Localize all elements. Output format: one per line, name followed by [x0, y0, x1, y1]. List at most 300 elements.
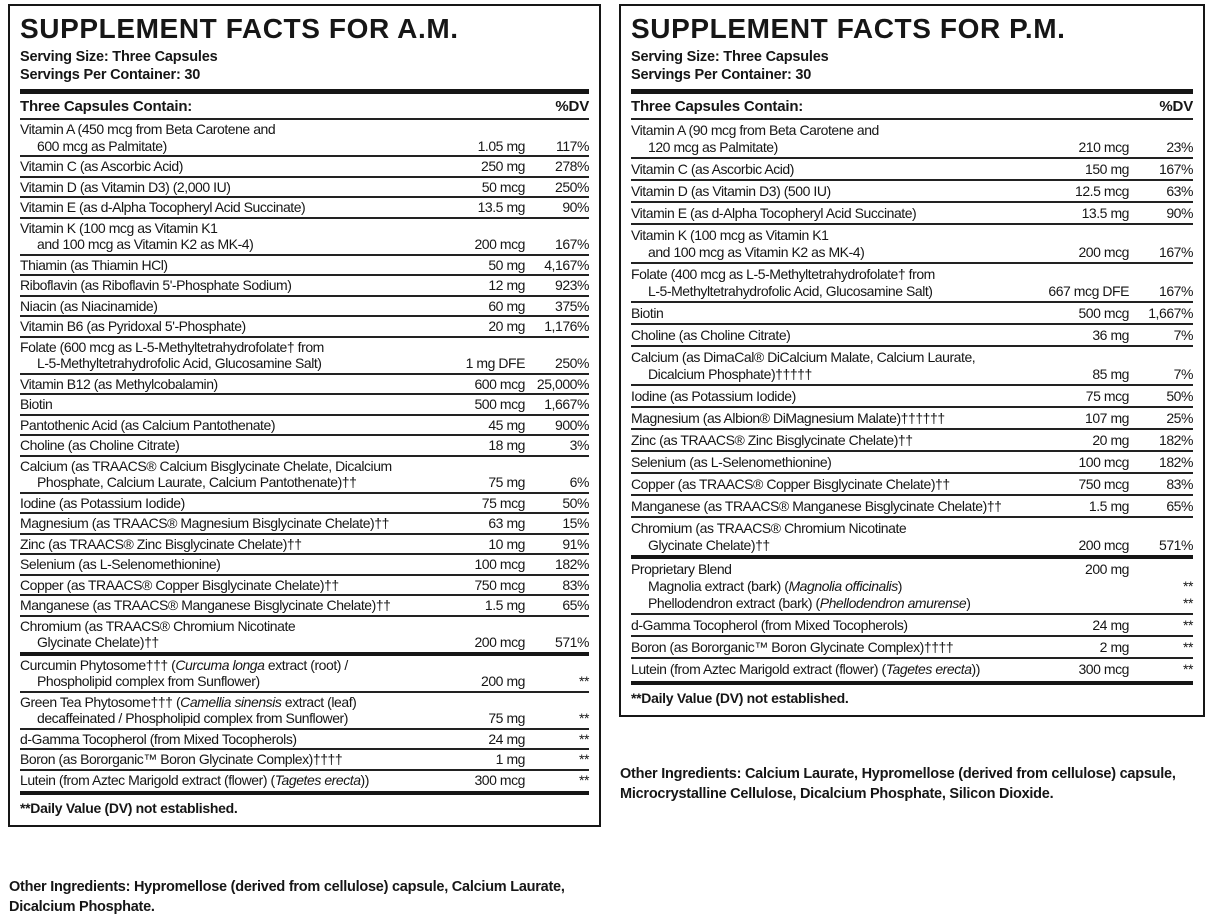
ingredient-dv: 1,176%: [544, 318, 589, 334]
ingredient-dv: **: [1183, 594, 1193, 611]
ingredient-row: [20, 157, 589, 176]
ingredient-dv: **: [1183, 616, 1193, 633]
ingredient-line: [631, 366, 1193, 383]
ingredient-dv: 6%: [569, 474, 589, 490]
ingredient-name-text: Vitamin C (as Ascorbic Acid): [20, 158, 183, 174]
ingredient-name: [20, 220, 429, 237]
ingredient-name-text: Vitamin K (100 mcg as Vitamin K1: [631, 226, 829, 243]
ingredient-dv: 65%: [1166, 497, 1193, 514]
serving-size-am: Serving Size: Three Capsules: [20, 49, 218, 65]
ingredient-name-text: Glycinate Chelate)††: [37, 634, 159, 650]
ingredient-dv: 167%: [1158, 160, 1193, 177]
ingredient-amount: 60 mg: [488, 297, 525, 314]
ingredient-row: [20, 514, 589, 533]
ingredient-dv: 1,667%: [1148, 304, 1193, 321]
ingredient-dv: 25,000%: [536, 375, 589, 392]
ingredient-row: [20, 198, 589, 217]
ingredient-name: [631, 205, 1033, 222]
ingredient-name: [20, 298, 429, 315]
ingredient-line: [631, 305, 1193, 322]
ingredient-name: [20, 199, 429, 216]
ingredient-dv: 923%: [554, 277, 589, 293]
ingredient-line: [20, 634, 589, 651]
ingredient-dv: **: [579, 673, 589, 689]
ingredient-amount: 1.5 mg: [484, 597, 525, 613]
ingredient-name: [20, 318, 429, 335]
ingredient-row: [631, 408, 1193, 428]
ingredient-name-text: Manganese (as TRAACS® Manganese Bisglycinate Chelate)††: [631, 497, 1002, 514]
ingredient-amount: 20 mg: [1092, 431, 1129, 448]
ingredient-amount: 1 mg: [495, 751, 525, 767]
ingredient-dv: 90%: [562, 199, 589, 215]
ingredient-line: [631, 454, 1193, 471]
botanical-name: Tagetes erecta: [274, 771, 361, 788]
ingredient-line: [20, 731, 589, 748]
ingredient-row: [631, 430, 1193, 450]
botanical-name: Camellia sinensis: [180, 693, 282, 710]
ingredient-line: [631, 410, 1193, 427]
ingredient-name: [631, 283, 1033, 300]
ingredient-name-text: Niacin (as Niacinamide): [20, 297, 158, 314]
ingredient-dv: 167%: [554, 236, 589, 252]
ingredient-row: [631, 615, 1193, 635]
ingredient-name-text: Vitamin A (90 mcg from Beta Carotene and: [631, 121, 879, 138]
ingredient-name: [20, 731, 429, 748]
ingredient-amount: 210 mcg: [1078, 138, 1129, 155]
ingredient-amount: 300 mcg: [474, 771, 525, 788]
ingredient-name-text: Copper (as TRAACS® Copper Bisglycinate Chelate)††: [631, 475, 950, 492]
ingredient-name-text: Chromium (as TRAACS® Chromium Nicotinate: [20, 617, 296, 634]
ingredient-line: [631, 244, 1193, 261]
ingredient-name: [631, 617, 1033, 634]
ingredient-name: [631, 227, 1033, 244]
ingredient-name-text: Folate (400 mcg as L-5-Methyltetrahydrofolate† from: [631, 265, 935, 282]
ingredient-name-text: Proprietary Blend: [631, 560, 732, 577]
ingredient-name: [20, 495, 429, 512]
ingredient-amount: 13.5 mg: [1081, 204, 1129, 221]
ingredient-line: [20, 556, 589, 573]
other-ingredients-pm: Other Ingredients: Calcium Laurate, Hypromellose (derived from cellulose) capsule, Microcrystalline Cellulose, Dicalcium Phosphate, Silicon Dioxide.: [620, 766, 1176, 802]
ingredient-amount: 75 mg: [488, 710, 525, 726]
ingredient-row: [20, 178, 589, 197]
dv-header-label: %DV: [555, 98, 589, 115]
ingredient-dv: 250%: [554, 355, 589, 371]
ingredient-line: [20, 495, 589, 512]
ingredient-name: [20, 657, 429, 674]
ingredient-line: [20, 458, 589, 475]
ingredient-row: [20, 436, 589, 455]
ingredient-amount: 600 mcg: [474, 375, 525, 392]
ingredient-row: [20, 256, 589, 275]
ingredient-name-text: Chromium (as TRAACS® Chromium Nicotinate: [631, 519, 907, 536]
ingredient-line: [631, 327, 1193, 344]
ingredient-dv: 50%: [562, 494, 589, 511]
serving-size-pm: Serving Size: Three Capsules: [631, 49, 829, 65]
ingredient-name-text: Phospholipid complex from Sunflower): [37, 673, 260, 689]
ingredient-name-text: Lutein (from Aztec Marigold extract (flower) (: [20, 771, 275, 788]
ingredient-amount: 18 mg: [488, 437, 525, 453]
ingredient-name: [631, 537, 1033, 554]
ingredient-amount: 1 mg DFE: [465, 355, 525, 371]
botanical-name: Tagetes erecta: [885, 660, 972, 677]
ingredient-name-text: Folate (600 mcg as L-5-Methyltetrahydrofolate† from: [20, 338, 324, 355]
ingredient-name: [20, 618, 429, 635]
panel-title-pm: SUPPLEMENT FACTS FOR P.M.: [631, 13, 1066, 44]
ingredient-amount: 13.5 mg: [477, 199, 525, 215]
ingredient-name-text: Vitamin A (450 mcg from Beta Carotene and: [20, 121, 276, 137]
ingredient-name-text: 600 mcg as Palmitate): [37, 137, 167, 154]
ingredient-name: [20, 556, 429, 573]
ingredient-dv: 182%: [1158, 431, 1193, 448]
ingredient-name: [631, 454, 1033, 471]
ingredient-line: [20, 257, 589, 274]
ingredient-name-text: Vitamin D (as Vitamin D3) (500 IU): [631, 182, 831, 199]
ingredient-amount: 10 mg: [488, 535, 525, 552]
ingredient-line: [631, 578, 1193, 595]
ingredient-row: [631, 659, 1193, 679]
ingredient-row: [631, 303, 1193, 323]
ingredient-row: [20, 617, 589, 652]
ingredient-line: [20, 694, 589, 711]
ingredient-line: [20, 236, 589, 253]
ingredient-amount: 63 mg: [488, 515, 525, 531]
ingredient-dv: 7%: [1173, 365, 1193, 382]
botanical-name: Phellodendron amurense: [819, 594, 967, 611]
ingredient-name-text: Curcumin Phytosome††† (: [20, 656, 176, 673]
ingredient-dv: 83%: [562, 576, 589, 593]
ingredient-name-text: Phellodendron extract (bark) (: [648, 594, 820, 611]
ingredient-line: [631, 537, 1193, 554]
ingredient-line: [20, 751, 589, 768]
ingredient-dv: 250%: [554, 178, 589, 195]
ingredient-name: [631, 661, 1033, 678]
ingredient-name: [20, 339, 429, 356]
ingredient-amount: 36 mg: [1092, 326, 1129, 343]
ingredient-name-text: decaffeinated / Phospholipid complex from Sunflower): [37, 710, 348, 726]
ingredient-amount: 750 mcg: [1078, 475, 1129, 492]
ingredient-line: [20, 220, 589, 237]
ingredient-amount: 200 mcg: [474, 236, 525, 252]
panel-title-am: SUPPLEMENT FACTS FOR A.M.: [20, 13, 459, 44]
ingredient-line: [631, 498, 1193, 515]
ingredient-line: [20, 474, 589, 491]
ingredient-name: [20, 437, 429, 454]
ingredient-row: [631, 474, 1193, 494]
ingredient-name-text: Riboflavin (as Riboflavin 5'-Phosphate Sodium): [20, 277, 292, 293]
ingredient-name: [20, 158, 429, 175]
ingredient-name: [20, 597, 429, 614]
ingredient-name-text: Vitamin D (as Vitamin D3) (2,000 IU): [20, 178, 231, 195]
ingredient-name-text: Vitamin E (as d-Alpha Tocopheryl Acid Succinate): [631, 204, 917, 221]
ingredient-line: [631, 661, 1193, 678]
ingredient-dv: 90%: [1166, 204, 1193, 221]
ingredient-name: [631, 520, 1033, 537]
ingredient-amount: 75 mcg: [481, 494, 525, 511]
ingredient-name-text: Calcium (as TRAACS® Calcium Bisglycinate Chelate, Dicalcium: [20, 457, 392, 474]
ingredient-name-text: )): [971, 660, 980, 677]
ingredient-line: [20, 121, 589, 138]
ingredient-name-text: Glycinate Chelate)††: [648, 536, 770, 553]
ingredient-row: [631, 347, 1193, 384]
ingredient-line: [20, 199, 589, 216]
ingredient-dv: 50%: [1166, 387, 1193, 404]
dv-header-label: %DV: [1159, 98, 1193, 115]
ingredient-name-text: ): [897, 577, 902, 594]
ingredient-name-text: Manganese (as TRAACS® Manganese Bisglycinate Chelate)††: [20, 597, 391, 613]
ingredient-amount: 667 mcg DFE: [1048, 282, 1129, 299]
ingredient-line: [20, 437, 589, 454]
ingredient-amount: 20 mg: [488, 318, 525, 334]
ingredient-row: [631, 159, 1193, 179]
ingredient-dv: 7%: [1173, 326, 1193, 343]
ingredient-name: [631, 139, 1033, 156]
ingredient-dv: 63%: [1166, 182, 1193, 199]
ingredient-amount: 200 mcg: [1078, 536, 1129, 553]
ingredient-line: [631, 205, 1193, 222]
ingredient-line: [20, 158, 589, 175]
supplement-facts-panel-am: [8, 4, 601, 827]
ingredient-row: [20, 535, 589, 554]
ingredient-row: [631, 386, 1193, 406]
ingredient-name-text: Copper (as TRAACS® Copper Bisglycinate Chelate)††: [20, 576, 339, 593]
contain-header-label: Three Capsules Contain:: [631, 98, 804, 115]
ingredient-row: [631, 120, 1193, 157]
ingredient-dv: 83%: [1166, 475, 1193, 492]
ingredient-row: [631, 452, 1193, 472]
ingredient-row: [20, 375, 589, 394]
ingredient-dv: **: [579, 710, 589, 726]
ingredient-amount: 12 mg: [488, 277, 525, 293]
ingredient-amount: 300 mcg: [1078, 660, 1129, 677]
ingredient-dv: 91%: [562, 535, 589, 552]
ingredient-row: [20, 555, 589, 574]
ingredient-dv: 571%: [554, 634, 589, 650]
ingredient-row: [20, 457, 589, 492]
table-header-am: [20, 94, 589, 118]
ingredient-name: [631, 183, 1033, 200]
ingredient-name-text: Zinc (as TRAACS® Zinc Bisglycinate Chelate)††: [20, 535, 302, 552]
ingredient-row: [631, 518, 1193, 555]
ingredient-row: [631, 264, 1193, 301]
ingredient-line: [20, 298, 589, 315]
ingredient-dv: 182%: [554, 556, 589, 572]
servings-per-container-am: Servings Per Container: 30: [20, 67, 201, 83]
ingredient-name: [631, 161, 1033, 178]
ingredient-line: [631, 139, 1193, 156]
ingredient-amount: 250 mg: [481, 158, 525, 174]
ingredient-dv: 25%: [1166, 409, 1193, 426]
ingredient-row: [20, 297, 589, 316]
ingredient-name: [631, 327, 1033, 344]
ingredient-row: [20, 596, 589, 615]
ingredient-line: [20, 618, 589, 635]
ingredient-line: [631, 617, 1193, 634]
ingredient-row: [20, 771, 589, 790]
ingredient-row: [631, 225, 1193, 262]
ingredient-line: [631, 432, 1193, 449]
ingredient-line: [20, 138, 589, 155]
ingredient-line: [20, 339, 589, 356]
ingredient-name-text: 120 mcg as Palmitate): [648, 138, 778, 155]
ingredient-name: [631, 244, 1033, 261]
ingredient-amount: 1.05 mg: [477, 137, 525, 154]
ingredient-amount: 200 mcg: [1078, 243, 1129, 260]
ingredient-line: [20, 515, 589, 532]
ingredient-amount: 200 mcg: [474, 634, 525, 650]
ingredient-name: [20, 710, 429, 727]
ingredient-name-text: Choline (as Choline Citrate): [631, 326, 791, 343]
ingredient-name: [631, 266, 1033, 283]
ingredient-name-text: Vitamin C (as Ascorbic Acid): [631, 160, 794, 177]
ingredient-line: [20, 376, 589, 393]
ingredient-name-text: L-5-Methyltetrahydrofolic Acid, Glucosamine Salt): [648, 282, 933, 299]
ingredient-name-text: Choline (as Choline Citrate): [20, 437, 180, 453]
ingredient-line: [631, 161, 1193, 178]
ingredient-name: [631, 561, 1033, 578]
ingredient-line: [631, 349, 1193, 366]
ingredient-line: [20, 277, 589, 294]
ingredient-rows-pm: [631, 118, 1193, 679]
ingredient-amount: 200 mg: [481, 673, 525, 689]
ingredient-name-text: Pantothenic Acid (as Calcium Pantothenate): [20, 416, 276, 433]
ingredient-row: [631, 181, 1193, 201]
ingredient-name: [20, 772, 429, 789]
ingredient-dv: 23%: [1166, 138, 1193, 155]
ingredient-line: [20, 417, 589, 434]
ingredient-name: [631, 366, 1033, 383]
ingredient-amount: 75 mg: [488, 474, 525, 490]
botanical-name: Curcuma longa: [175, 656, 265, 673]
ingredient-name: [20, 673, 429, 690]
ingredient-amount: 100 mcg: [1078, 453, 1129, 470]
ingredient-name: [20, 257, 429, 274]
ingredient-dv: 571%: [1158, 536, 1193, 553]
ingredient-line: [631, 388, 1193, 405]
ingredient-name-text: d-Gamma Tocopherol (from Mixed Tocopherols): [20, 730, 297, 747]
ingredient-name-text: d-Gamma Tocopherol (from Mixed Tocopherols): [631, 616, 908, 633]
ingredient-name: [631, 578, 1033, 595]
ingredient-amount: 24 mg: [1092, 616, 1129, 633]
ingredient-rows-am: [20, 118, 589, 789]
ingredient-dv: 65%: [562, 597, 589, 613]
ingredient-dv: **: [1183, 660, 1193, 677]
ingredient-name: [20, 751, 429, 768]
ingredient-line: [631, 183, 1193, 200]
ingredient-name: [631, 349, 1033, 366]
ingredient-name-text: Magnolia extract (bark) (: [648, 577, 789, 594]
ingredient-line: [20, 657, 589, 674]
ingredient-name: [631, 476, 1033, 493]
ingredient-name: [631, 388, 1033, 405]
ingredient-row: [20, 656, 589, 691]
ingredient-name: [20, 694, 429, 711]
ingredient-name-text: Magnesium (as Albion® DiMagnesium Malate)††††††: [631, 409, 945, 426]
ingredient-dv: **: [1183, 638, 1193, 655]
ingredient-row: [20, 730, 589, 749]
ingredient-amount: 24 mg: [488, 730, 525, 747]
ingredient-amount: 2 mg: [1099, 638, 1129, 655]
ingredient-name-text: Dicalcium Phosphate)†††††: [648, 365, 812, 382]
ingredient-line: [631, 520, 1193, 537]
ingredient-name: [631, 595, 1033, 612]
ingredient-row: [20, 395, 589, 414]
ingredient-amount: 500 mcg: [1078, 304, 1129, 321]
ingredient-name-text: Calcium (as DimaCal® DiCalcium Malate, Calcium Laurate,: [631, 348, 976, 365]
ingredient-name: [20, 277, 429, 294]
ingredient-amount: 150 mg: [1085, 160, 1129, 177]
ingredient-name-text: Selenium (as L-Selenomethionine): [20, 556, 221, 572]
ingredient-name-text: )): [360, 771, 369, 788]
ingredient-amount: 45 mg: [488, 416, 525, 433]
ingredient-amount: 100 mcg: [474, 556, 525, 572]
ingredient-name-text: Zinc (as TRAACS® Zinc Bisglycinate Chelate)††: [631, 431, 913, 448]
ingredient-row: [20, 494, 589, 513]
ingredient-dv: 375%: [554, 297, 589, 314]
ingredient-row: [20, 693, 589, 728]
ingredient-name: [20, 417, 429, 434]
ingredient-name: [20, 236, 429, 253]
ingredient-name-text: Green Tea Phytosome††† (: [20, 693, 181, 710]
ingredient-name-text: extract (root) /: [264, 656, 348, 673]
ingredient-amount: 85 mg: [1092, 365, 1129, 382]
ingredient-name-text: Magnesium (as TRAACS® Magnesium Bisglycinate Chelate)††: [20, 515, 389, 531]
ingredient-row: [20, 576, 589, 595]
ingredient-name-text: Lutein (from Aztec Marigold extract (flower) (: [631, 660, 886, 677]
ingredient-line: [20, 710, 589, 727]
ingredient-dv: 1,667%: [544, 396, 589, 412]
ingredient-name: [631, 498, 1033, 515]
ingredient-name-text: Boron (as Bororganic™ Boron Glycinate Complex)††††: [20, 751, 343, 767]
ingredient-line: [631, 227, 1193, 244]
ingredient-name-text: and 100 mcg as Vitamin K2 as MK-4): [648, 243, 865, 260]
supplement-facts-panel-pm: [619, 4, 1205, 717]
ingredient-dv: **: [579, 730, 589, 747]
ingredient-row: [20, 317, 589, 336]
ingredient-line: [20, 536, 589, 553]
ingredient-line: [20, 355, 589, 372]
ingredient-name: [20, 396, 429, 413]
ingredient-name-text: Iodine (as Potassium Iodide): [631, 387, 796, 404]
ingredient-amount: 75 mcg: [1085, 387, 1129, 404]
ingredient-row: [20, 276, 589, 295]
ingredient-dv: 900%: [554, 416, 589, 433]
ingredient-line: [631, 476, 1193, 493]
ingredient-line: [631, 283, 1193, 300]
ingredient-row: [20, 416, 589, 435]
ingredient-line: [20, 179, 589, 196]
ingredient-dv: 167%: [1158, 243, 1193, 260]
ingredient-line: [20, 772, 589, 789]
ingredient-name-text: Selenium (as L-Selenomethionine): [631, 453, 832, 470]
ingredient-name-text: Vitamin B6 (as Pyridoxal 5'-Phosphate): [20, 318, 246, 334]
daily-value-footnote-am: **Daily Value (DV) not established.: [20, 800, 238, 816]
ingredient-dv: 182%: [1158, 453, 1193, 470]
ingredient-amount: 750 mcg: [474, 576, 525, 593]
ingredient-name: [631, 122, 1033, 139]
ingredient-name-text: Biotin: [631, 304, 664, 321]
ingredient-name-text: extract (leaf): [281, 693, 357, 710]
ingredient-row: [20, 120, 589, 155]
ingredient-dv: 167%: [1158, 282, 1193, 299]
ingredient-name: [20, 577, 429, 594]
ingredient-row: [20, 338, 589, 373]
ingredient-name: [20, 515, 429, 532]
ingredient-name: [20, 121, 429, 138]
ingredient-name: [20, 536, 429, 553]
ingredient-dv: 4,167%: [544, 256, 589, 273]
ingredient-amount: 50 mg: [488, 256, 525, 273]
servings-per-container-pm: Servings Per Container: 30: [631, 67, 812, 83]
